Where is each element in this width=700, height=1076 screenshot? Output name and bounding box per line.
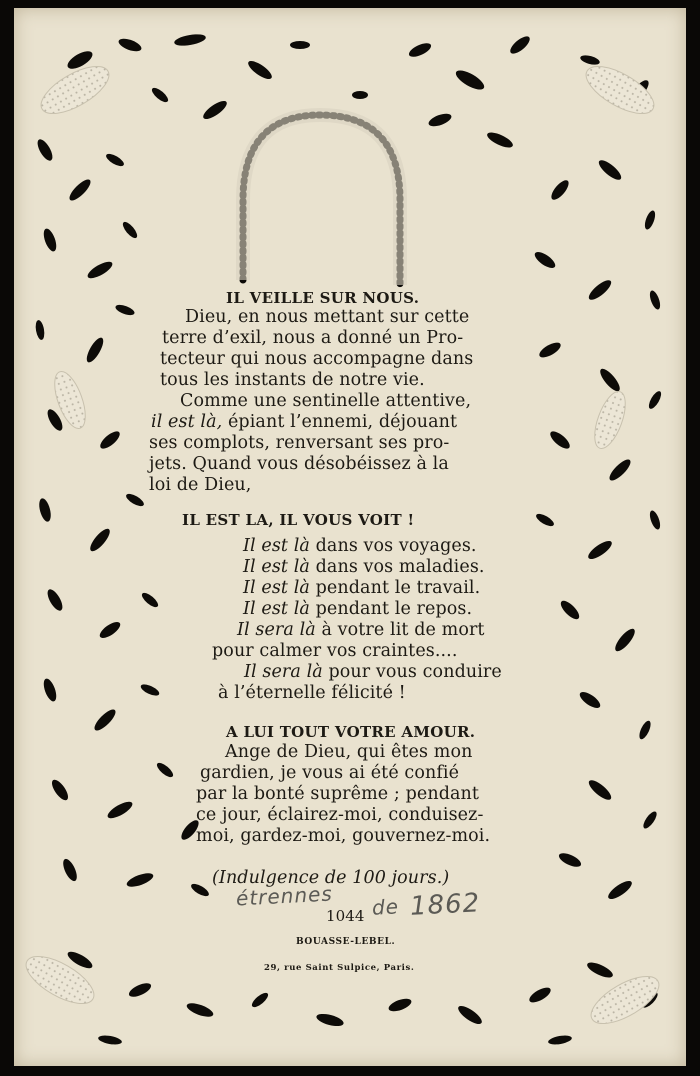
publisher-address: 29, rue Saint Sulpice, Paris. (264, 963, 415, 973)
prayer-line3: par la bonté suprême ; pendant (196, 784, 480, 804)
para2-line3: ses complots, renversant ses pro- (149, 433, 450, 453)
para2-line1: Comme une sentinelle attentive, (180, 391, 472, 411)
litany-text: pendant le repos. (315, 599, 473, 619)
litany-text: pour calmer vos craintes.... (212, 641, 458, 661)
handwritten-etrennes: étrennes (235, 881, 334, 911)
litany-line (243, 536, 477, 556)
handwritten-de: de (371, 894, 400, 920)
prayer-line4: ce jour, éclairez-moi, conduisez- (196, 805, 484, 825)
handwritten-year: 1862 (409, 888, 481, 922)
litany-text: pendant le travail. (315, 578, 481, 598)
litany-italic: Il est là (243, 536, 310, 556)
litany-text: à l’éternelle félicité ! (218, 683, 406, 703)
litany-italic: Il est là (243, 578, 310, 598)
litany-line (243, 578, 480, 598)
para2-line2 (151, 412, 457, 432)
litany-line (244, 662, 502, 682)
litany-line (218, 683, 406, 703)
litany-italic: Il sera là (237, 620, 316, 640)
card-number: 1044 (326, 907, 365, 925)
litany-line (212, 641, 458, 661)
litany-line (243, 557, 485, 577)
para1-line3: tecteur qui nous accompagne dans (160, 349, 474, 369)
title: IL VEILLE SUR NOUS. (226, 289, 420, 307)
litany-italic: Il est là (243, 599, 310, 619)
heading-a-lui: A LUI TOUT VOTRE AMOUR. (226, 723, 476, 741)
litany-line (243, 599, 472, 619)
litany-text: dans vos maladies. (315, 557, 485, 577)
indulgence: (Indulgence de 100 jours.) (212, 868, 450, 888)
para1-line4: tous les instants de notre vie. (160, 370, 425, 390)
para2-italic: il est là, (151, 412, 223, 432)
prayer-line5: moi, gardez-moi, gouvernez-moi. (196, 826, 491, 846)
litany-italic: Il est là (243, 557, 310, 577)
litany-text: à votre lit de mort (321, 620, 485, 640)
prayer-line2: gardien, je vous ai été confié (200, 763, 460, 783)
litany-text: dans vos voyages. (315, 536, 477, 556)
litany-italic: Il sera là (244, 662, 323, 682)
prayer-line1: Ange de Dieu, qui êtes mon (225, 742, 473, 762)
litany-text: pour vous conduire (328, 662, 502, 682)
heading-il-est-la: IL EST LA, IL VOUS VOIT ! (182, 511, 415, 529)
litany-line (237, 620, 485, 640)
publisher: BOUASSE-LEBEL. (296, 937, 396, 947)
para1-line1: Dieu, en nous mettant sur cette (185, 307, 470, 327)
para1-line2: terre d’exil, nous a donné un Pro- (162, 328, 464, 348)
para2-line5: loi de Dieu, (149, 475, 252, 495)
para2-line4: jets. Quand vous désobéissez à la (149, 454, 449, 474)
para2-line2-rest: épiant l’ennemi, déjouant (227, 412, 458, 432)
